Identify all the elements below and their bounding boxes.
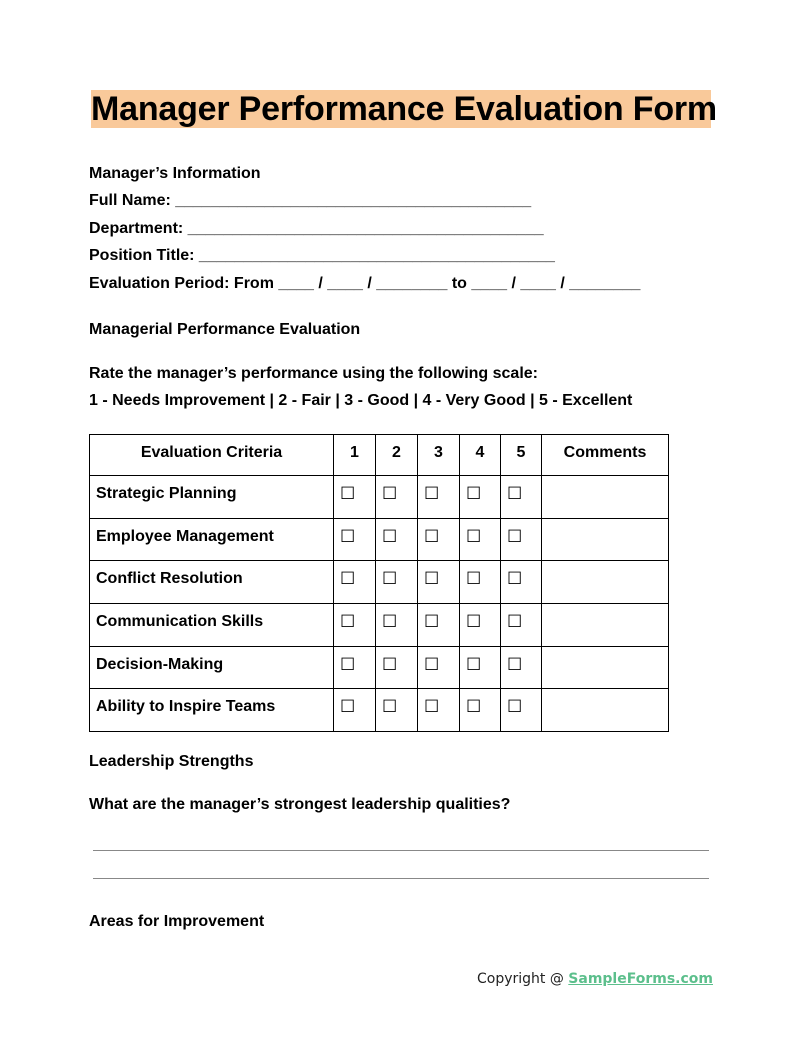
rating-checkbox-1[interactable]: ☐: [340, 569, 356, 589]
rating-checkbox-5[interactable]: ☐: [507, 526, 523, 546]
rating-cell: [376, 476, 418, 519]
page-title: Manager Performance Evaluation Form: [91, 90, 717, 128]
rating-checkbox-1[interactable]: ☐: [340, 484, 356, 503]
rating-checkbox-2[interactable]: ☐: [382, 654, 398, 674]
rating-cell: [376, 646, 418, 689]
table-row: [90, 689, 669, 732]
rating-cell: [418, 689, 460, 732]
rating-cell: [418, 646, 460, 689]
table-row: [90, 561, 669, 604]
table-row: [90, 646, 669, 689]
rating-cell: [501, 476, 542, 519]
section-heading-improvement: Areas for Improvement: [89, 913, 265, 930]
evaluation-period-field: Evaluation Period: From ____ / ____ / ________ to ____ / ____ / ________: [89, 275, 641, 292]
header-criteria: Evaluation Criteria: [90, 435, 334, 476]
rating-checkbox-5[interactable]: ☐: [507, 569, 523, 589]
rating-checkbox-2[interactable]: ☐: [382, 484, 398, 503]
rating-checkbox-5[interactable]: ☐: [507, 484, 523, 503]
rating-cell: [460, 561, 501, 604]
rating-checkbox-2[interactable]: ☐: [382, 612, 398, 632]
table-row: [90, 604, 669, 647]
brand-link[interactable]: SampleForms.com: [568, 971, 713, 987]
criteria-label: Communication Skills: [90, 604, 334, 647]
criteria-label: Conflict Resolution: [90, 561, 334, 604]
rating-cell: [376, 561, 418, 604]
header-comments: Comments: [542, 435, 669, 476]
rating-scale: 1 - Needs Improvement | 2 - Fair | 3 - Good | 4 - Very Good | 5 - Excellent: [89, 392, 633, 409]
full-name-field: Full Name: ________________________________________: [89, 192, 532, 209]
rating-cell: [334, 689, 376, 732]
section-heading-strengths: Leadership Strengths: [89, 753, 254, 770]
answer-line[interactable]: [93, 878, 709, 879]
rating-checkbox-3[interactable]: ☐: [424, 526, 440, 546]
rating-cell: [334, 646, 376, 689]
rating-checkbox-3[interactable]: ☐: [424, 654, 440, 674]
rating-checkbox-5[interactable]: ☐: [507, 697, 523, 717]
rating-cell: [501, 518, 542, 561]
rating-instruction: Rate the manager’s performance using the following scale:: [89, 365, 538, 382]
header-rating-4: 4: [460, 435, 501, 476]
rating-cell: [334, 518, 376, 561]
strengths-question: What are the manager’s strongest leadership qualities?: [89, 796, 511, 813]
rating-checkbox-3[interactable]: ☐: [424, 612, 440, 632]
criteria-label: Employee Management: [90, 518, 334, 561]
rating-checkbox-3[interactable]: ☐: [424, 569, 440, 589]
rating-cell: [501, 646, 542, 689]
comments-cell[interactable]: [542, 518, 669, 561]
header-rating-5: 5: [501, 435, 542, 476]
header-rating-2: 2: [376, 435, 418, 476]
rating-checkbox-1[interactable]: ☐: [340, 612, 356, 632]
rating-cell: [418, 476, 460, 519]
rating-checkbox-4[interactable]: ☐: [466, 569, 482, 589]
comments-cell[interactable]: [542, 646, 669, 689]
rating-cell: [376, 689, 418, 732]
comments-cell[interactable]: [542, 476, 669, 519]
rating-cell: [418, 561, 460, 604]
section-heading-info: Manager’s Information: [89, 165, 261, 182]
answer-line[interactable]: [93, 850, 709, 851]
rating-cell: [501, 561, 542, 604]
rating-cell: [460, 518, 501, 561]
rating-cell: [460, 646, 501, 689]
rating-checkbox-1[interactable]: ☐: [340, 526, 356, 546]
rating-cell: [460, 604, 501, 647]
rating-cell: [334, 561, 376, 604]
criteria-label: Decision-Making: [90, 646, 334, 689]
section-heading-evaluation: Managerial Performance Evaluation: [89, 321, 361, 338]
rating-checkbox-4[interactable]: ☐: [466, 612, 482, 632]
rating-cell: [501, 604, 542, 647]
rating-checkbox-2[interactable]: ☐: [382, 569, 398, 589]
criteria-label: Strategic Planning: [90, 476, 334, 519]
rating-cell: [376, 604, 418, 647]
rating-cell: [501, 689, 542, 732]
header-rating-3: 3: [418, 435, 460, 476]
rating-checkbox-4[interactable]: ☐: [466, 697, 482, 717]
rating-checkbox-4[interactable]: ☐: [466, 526, 482, 546]
rating-checkbox-4[interactable]: ☐: [466, 654, 482, 674]
rating-checkbox-5[interactable]: ☐: [507, 612, 523, 632]
table-row: [90, 518, 669, 561]
rating-checkbox-1[interactable]: ☐: [340, 654, 356, 674]
rating-checkbox-5[interactable]: ☐: [507, 654, 523, 674]
rating-checkbox-3[interactable]: ☐: [424, 484, 440, 503]
rating-cell: [460, 689, 501, 732]
rating-checkbox-2[interactable]: ☐: [382, 526, 398, 546]
comments-cell[interactable]: [542, 604, 669, 647]
comments-cell[interactable]: [542, 561, 669, 604]
table-row: [90, 476, 669, 519]
rating-cell: [418, 604, 460, 647]
rating-cell: [376, 518, 418, 561]
copyright-footer: [477, 971, 713, 987]
criteria-label: Ability to Inspire Teams: [90, 689, 334, 732]
rating-checkbox-1[interactable]: ☐: [340, 697, 356, 717]
header-rating-1: 1: [334, 435, 376, 476]
comments-cell[interactable]: [542, 689, 669, 732]
rating-cell: [334, 476, 376, 519]
rating-cell: [418, 518, 460, 561]
position-title-field: Position Title: ________________________________________: [89, 247, 555, 264]
evaluation-table: [89, 434, 669, 732]
rating-checkbox-4[interactable]: ☐: [466, 484, 482, 503]
rating-checkbox-2[interactable]: ☐: [382, 697, 398, 717]
copyright-text: Copyright @: [476, 971, 569, 987]
department-field: Department: ________________________________________: [89, 220, 544, 237]
rating-checkbox-3[interactable]: ☐: [424, 697, 440, 717]
rating-cell: [460, 476, 501, 519]
rating-cell: [334, 604, 376, 647]
